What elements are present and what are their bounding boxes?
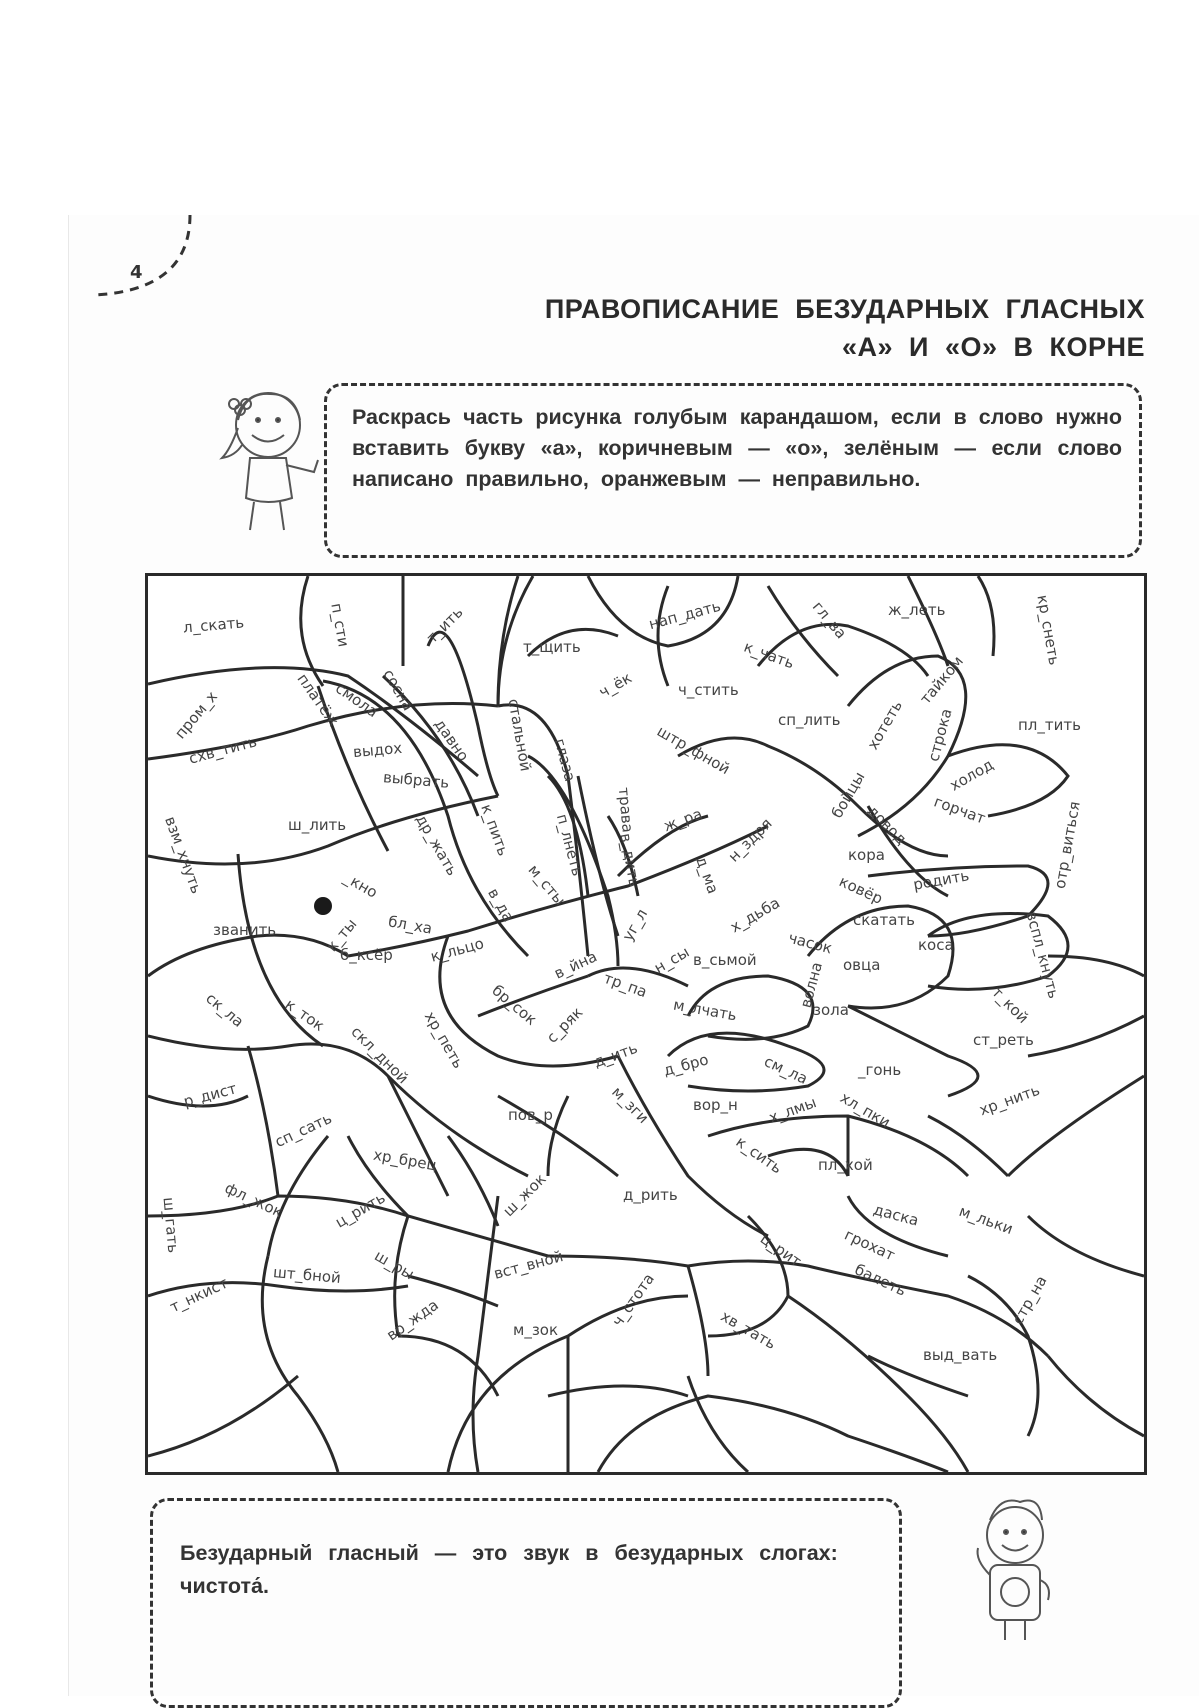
puzzle-word: вор_н [693,1096,738,1114]
puzzle-word: н_здря [724,814,776,866]
puzzle-word: в_йна [551,947,600,983]
puzzle-word: к_чать [741,637,797,673]
puzzle-word: ч_ёк [595,668,635,702]
puzzle-word: схв_тить [186,732,259,768]
puzzle-word: коса [918,936,954,954]
puzzle-word: см_ла [761,1052,811,1088]
puzzle-word: пов_р [508,1106,553,1124]
puzzle-word: м_лчать [671,995,739,1025]
puzzle-word: гл_ва [808,597,851,643]
puzzle-word: д_ма [692,853,723,897]
puzzle-word: фл_жок [222,1178,286,1222]
puzzle-word: родить [911,866,971,894]
puzzle-word: б_ксёр [340,946,393,964]
puzzle-word: балеть [851,1260,910,1300]
puzzle-word: ск_ла [202,989,248,1031]
puzzle-word: _гонь [858,1061,902,1079]
puzzle-word: хотеть [863,697,907,753]
puzzle-word: р_дист [181,1079,239,1111]
puzzle-word: ц_рит [756,1229,805,1271]
page-title [545,290,1145,366]
puzzle-word: кора [848,846,885,864]
puzzle-word: в_дить [616,831,644,889]
puzzle-word: хл_пки [837,1088,894,1132]
puzzle-outline-drawing [148,576,1144,1472]
puzzle-word: хр_брец [371,1145,439,1175]
rule-definition: Безударный гласный — это звук в безударных слогах: [180,1541,838,1565]
puzzle-word: овца [843,956,881,974]
instruction-text: Раскрась часть рисунка голубым карандашом, если в слово нужно вставить букву «а», коричневым — «о», зелёным — если слово написано правильно, оранжевым — неправильно. [352,405,1122,491]
dashed-corner-arc [90,210,200,320]
puzzle-word: бойцы [827,768,869,822]
boy-illustration-icon [960,1490,1070,1655]
puzzle-word: ц_рить [332,1188,389,1232]
rule-box [150,1498,902,1708]
puzzle-word: к_сить [732,1132,786,1178]
rule-example-word: чистота́. [180,1574,269,1598]
puzzle-word: хв_тать [717,1307,780,1353]
puzzle-word: ст_реть [973,1031,1034,1049]
puzzle-word: холод [946,755,997,795]
puzzle-word: ковёр [836,872,886,908]
puzzle-word: штр_фной [653,721,734,779]
puzzle-word: т_нкист [167,1273,231,1317]
puzzle-word: т_щить [523,638,581,656]
puzzle-word: пл_хой [818,1156,873,1174]
puzzle-word: п_сти [327,601,353,649]
puzzle-word: зола [813,1001,849,1019]
puzzle-word: скл_дной [347,1022,413,1088]
puzzle-word: горчат [931,792,988,828]
puzzle-word: вст_вной [491,1247,566,1283]
puzzle-word: ч_стота [608,1270,658,1330]
puzzle-word: сосна [379,666,418,714]
puzzle-word: бл_ха [386,912,434,938]
puzzle-word: ш_лить [288,816,347,834]
puzzle-word: пл_тить [1018,716,1081,734]
puzzle-word: вспл_кнуть [1022,909,1063,1001]
puzzle-word: с_ряк [542,1003,587,1047]
puzzle-word: платёж [293,670,343,730]
puzzle-word: ш_ры [371,1246,418,1284]
puzzle-word: п_лнеть [552,811,587,879]
puzzle-word: в_да [484,884,518,926]
puzzle-word: л_скать [182,613,245,637]
puzzle-word: стальной [504,697,535,773]
puzzle-word: х_лмы [766,1093,819,1127]
page-top-margin [0,0,1200,215]
puzzle-word: д_ить [591,1038,640,1072]
title-line-2: «А» И «О» В КОРНЕ [842,332,1145,362]
puzzle-word: давно [430,715,473,765]
puzzle-word: кр_снеть [1033,593,1064,667]
puzzle-word: часок [786,928,835,958]
puzzle-word: тр_па [601,968,650,1002]
puzzle-word: т_ить [423,603,467,647]
puzzle-word: н_сы [651,942,693,978]
puzzle-word: тайком [916,652,967,708]
puzzle-word: к_пить [477,801,513,859]
title-line-1: ПРАВОПИСАНИЕ БЕЗУДАРНЫХ ГЛАСНЫХ [544,294,1145,324]
puzzle-word: званить [213,921,277,939]
puzzle-word: ш_гать [159,1196,183,1254]
puzzle-word: ч_стить [678,681,739,699]
puzzle-word: трава [614,786,637,834]
puzzle-word: выдох [352,738,403,762]
puzzle-word: ш_жок [499,1169,550,1221]
puzzle-word: м_зок [513,1321,559,1339]
puzzle-word: сп_сать [272,1109,335,1151]
puzzle-word: ж_леть [888,601,946,619]
puzzle-word: в_сьмой [693,951,757,969]
puzzle-word: взм_хнуть [161,813,206,897]
puzzle-word: глаза [550,736,580,784]
puzzle-word: стр_на [1008,1272,1051,1328]
puzzle-word: довод [863,801,911,849]
puzzle-word: скатать [853,911,916,929]
rule-text [180,1537,880,1603]
puzzle-word: грохат [841,1225,898,1265]
puzzle-word: м_сты [524,860,570,910]
puzzle-word: выбрать [382,768,450,792]
puzzle-word: шт_бной [272,1263,342,1287]
coloring-puzzle [145,573,1147,1475]
puzzle-word: к_ток [281,995,328,1035]
puzzle-word: д_рить [623,1186,678,1204]
page-number: 4 [130,262,143,283]
puzzle-word: сп_лить [778,711,841,729]
puzzle-word: хр_нить [976,1080,1043,1120]
puzzle-word: бр_сок [488,981,541,1029]
puzzle-word: х_дьба [727,893,783,937]
puzzle-word: хр_петь [420,1008,468,1072]
puzzle-word: м_льки [956,1201,1016,1239]
puzzle-word: строка [924,706,956,764]
puzzle-word: др_жать [412,811,462,879]
puzzle-word: отр_виться [1050,799,1084,891]
puzzle-word: выд_вать [923,1346,998,1364]
puzzle-word: смола [332,678,382,722]
puzzle-word: нап_дать [646,596,723,634]
puzzle-word: даска [871,1200,921,1230]
puzzle-word: вр_жда [383,1295,442,1345]
puzzle-word: ж_ра [661,804,705,836]
puzzle-word: уг_л [618,905,652,945]
puzzle-word: м_зги [608,1082,653,1128]
puzzle-word: к_льцо [428,934,486,966]
puzzle-word: волна [796,960,827,1010]
puzzle-word: _кно [340,868,381,902]
puzzle-word: пром_х [171,687,222,743]
puzzle-word: т_кой [988,982,1033,1028]
puzzle-word: д_бро [661,1050,711,1080]
puzzle-word: к_ты [322,914,361,956]
girl-illustration-icon [210,380,330,540]
